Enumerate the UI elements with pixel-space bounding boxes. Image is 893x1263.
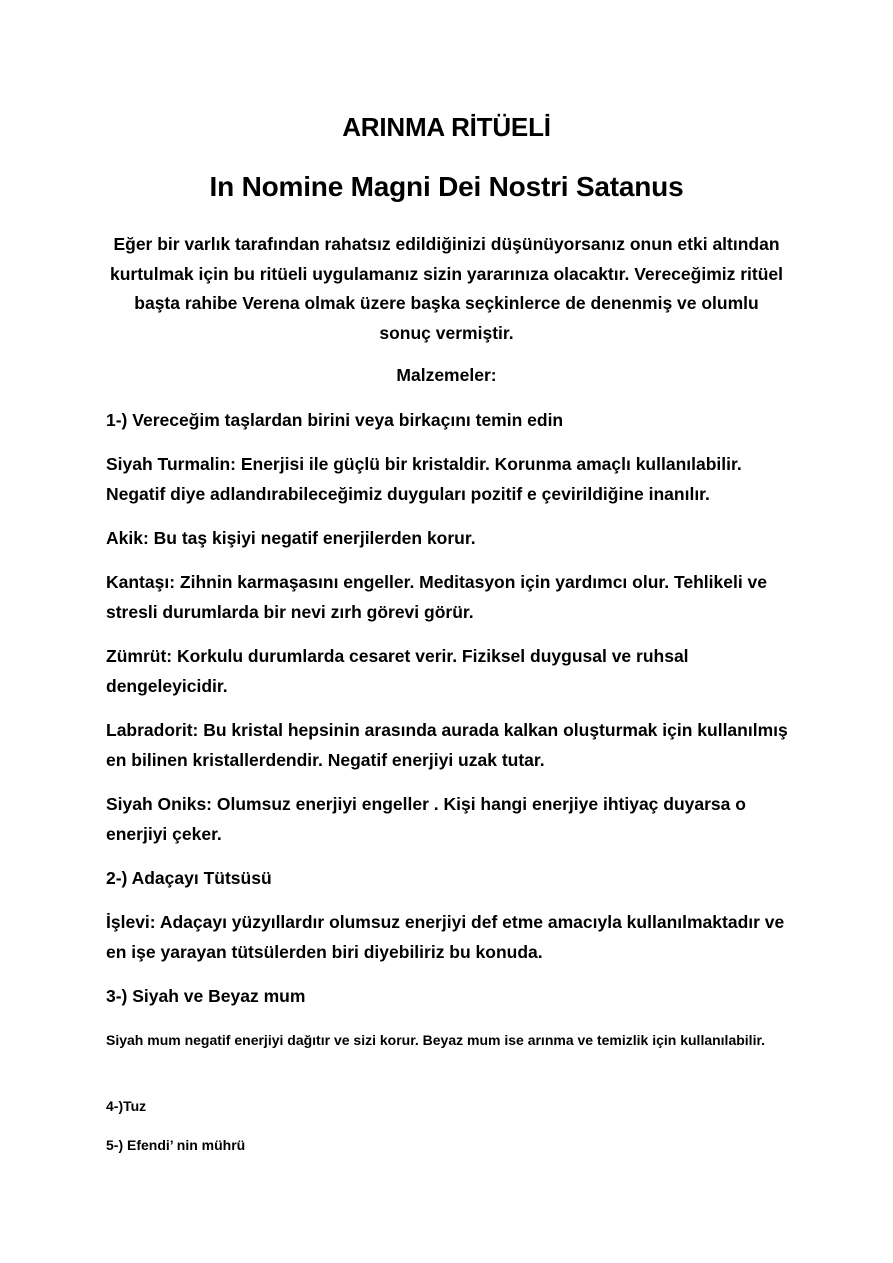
item2-heading: 2-) Adaçayı Tütsüsü (106, 868, 272, 888)
stone-zumrut: Zümrüt: Korkulu durumlarda cesaret verir. Fiziksel duygusal ve ruhsal dengeleyicidir. (106, 646, 689, 696)
item3-text: Siyah mum negatif enerjiyi dağıtır ve sizi korur. Beyaz mum ise arınma ve temizlik için kullanılabilir. (106, 1032, 766, 1048)
stone-kantasi: Kantaşı: Zihnin karmaşasını engeller. Meditasyon için yardımcı olur. Tehlikeli ve stresli durumlarda bir nevi zırh görevi görür. (106, 572, 768, 622)
stone-labradorit: Labradorit: Bu kristal hepsinin arasında aurada kalkan oluşturmak için kullanılmış en bilinen kristallerdendir. Negatif enerjiyi uzak tutar. (106, 720, 788, 770)
item5-heading: 5-) Efendi’ nin mührü (106, 1137, 246, 1153)
item3-heading: 3-) Siyah ve Beyaz mum (106, 986, 306, 1006)
document-title: ARINMA RİTÜELİ (342, 112, 551, 142)
stone-akik: Akik: Bu taş kişiyi negatif enerjilerden korur. (106, 528, 476, 548)
stone-siyah-oniks: Siyah Oniks: Olumsuz enerjiyi engeller . Kişi hangi enerjiye ihtiyaç duyarsa o enerjiyi çeker. (106, 794, 746, 844)
intro-paragraph: Eğer bir varlık tarafından rahatsız edildiğinizi düşünüyorsanız onun etki altından kurtulmak için bu ritüeli uygulamanız sizin yararınıza olacaktır. Vereceğimiz ritüel başta rahibe Verena olmak üzere başka seçkinlerce de denenmiş ve olumlu sonuç vermiştir. (110, 234, 784, 343)
item1-heading: 1-) Vereceğim taşlardan birini veya birkaçını temin edin (106, 410, 564, 430)
item4-heading: 4-)Tuz (106, 1098, 147, 1114)
stone-siyah-turmalin: Siyah Turmalin: Enerjisi ile güçlü bir kristaldir. Korunma amaçlı kullanılabilir. Negatif diye adlandırabileceğimiz duyguları pozitif e çevirildiğine inanılır. (106, 454, 742, 504)
item2-text: İşlevi: Adaçayı yüzyıllardır olumsuz enerjiyi def etme amacıyla kullanılmaktadır ve en işe yarayan tütsülerden biri diyebiliriz bu konuda. (106, 912, 785, 962)
materials-heading: Malzemeler: (396, 365, 497, 385)
document-subtitle: In Nomine Magni Dei Nostri Satanus (209, 171, 684, 202)
